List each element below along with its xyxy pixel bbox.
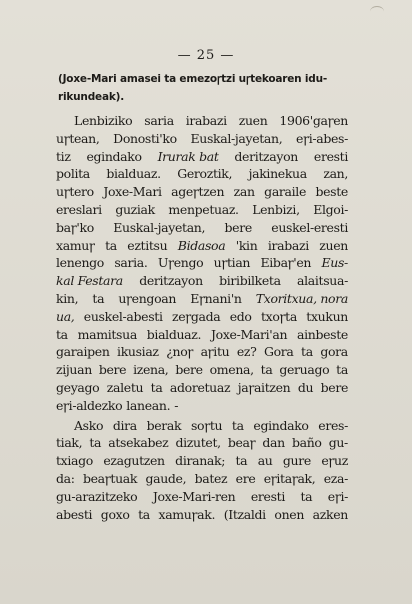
word: zeꞅgada [171,308,221,324]
word: txukun [306,308,348,324]
word: ¿noꞅ [166,344,194,360]
word: du [297,379,314,395]
word: garaipen [56,344,110,360]
word: Elgoi- [313,201,348,217]
word: tiz [56,148,71,164]
word: saria [144,113,174,128]
italic-word: ua, [56,308,75,324]
paper-stain [370,6,384,17]
word: atsekabez [108,435,169,451]
word: diranak; [175,453,226,469]
text-line [56,506,348,524]
word: ageꞅtzen [171,184,225,200]
word: Geroztik, [177,166,233,182]
word: ere [235,470,256,486]
word: beste [315,184,348,200]
word: Joxe-Mari-ren [152,488,236,504]
word: gora [320,344,348,360]
word: azken [312,506,348,522]
word: ta [235,453,248,469]
word: eꞅi- [327,488,348,504]
word: ta [56,326,68,342]
word: edo [229,308,252,324]
paragraph-1 [56,112,348,415]
word: gure [282,453,311,469]
italic-word: Eus- [321,255,348,271]
text-line [56,452,348,470]
word: ezagutzen [103,453,165,469]
text-line [56,254,348,272]
text-line [56,470,348,488]
text-line [56,237,348,255]
word: ta [138,506,150,522]
word: euskel-eresti [271,219,348,235]
word: eꞅi-abes- [296,130,348,146]
word: eꞅitaꞅak, [263,470,316,486]
word: izena, [133,362,169,378]
word: baꞅ'ko [56,219,94,235]
word: lenengo [56,255,104,271]
word: egindako [253,417,309,433]
word: zijuan [56,362,92,378]
word: Joxe-Mari [103,184,162,200]
word: jaꞅaitzen [237,379,291,395]
word: geyago [56,379,100,395]
word: Lenbiziko [74,113,133,128]
paragraph-2 [56,417,348,524]
word: eresti [313,148,348,164]
word: Donosti'ko [113,130,177,146]
text-line [56,148,348,166]
word: batez [194,470,228,486]
word: soꞅtu [190,417,223,433]
word: polita [56,166,90,182]
word: deritzayon [234,148,298,164]
word: gu- [328,435,348,451]
text-line [56,379,348,397]
body-text [56,112,348,523]
word: ta [301,344,313,360]
word: Eibaꞅ'en [260,255,312,271]
word: (Itzaldi [223,506,266,522]
word: irabazi [185,113,227,128]
text-line [56,434,348,452]
word: Euskal-jayetan, [113,219,206,235]
page-number: — 25 — [177,48,235,63]
word: ta [231,417,244,433]
word: bialduaz. [106,166,161,182]
word: saria. [114,255,148,271]
word: zuen [319,237,348,253]
word: mamitsua [77,326,137,342]
word: zaletu [106,379,144,395]
word: zuen [238,113,268,128]
text-line [56,183,348,201]
word: zan [233,184,255,200]
word: egindako [86,148,142,164]
word: ta [150,379,163,395]
word: euskel-abesti [83,308,163,324]
caption-text-1: (Joxe-Mari amasei ta emezoꞅtzi uꞅtekoaren idu- [58,73,328,85]
word: goxo [100,506,130,522]
word: Gora [263,344,294,360]
word: geruago [279,362,330,378]
word: ereslari [56,201,102,217]
word: txiago [56,453,93,469]
text-line [56,112,348,130]
word: bialduaz. [146,326,202,342]
word: - [174,397,179,413]
text-line [56,308,348,326]
word: beaꞅ [227,435,256,451]
word: eztitsu [127,237,168,253]
caption [58,72,348,108]
caption-line-1 [58,72,348,90]
italic-word: Irurak bat [157,148,219,164]
word: 1906'gaꞅen [279,113,348,128]
word: Euskal-jayetan, [190,130,283,146]
word: 'kin [235,237,258,253]
word: omena, [209,362,254,378]
word: irabazi [267,237,309,253]
word: lanean. [126,397,171,413]
word: dizutet, [175,435,221,451]
word: eres- [318,417,348,433]
word: menpetuaz. [168,201,239,217]
word: ta [89,435,102,451]
word: tiak, [56,435,83,451]
word: Lenbizi, [252,201,300,217]
word: eꞅuz [321,453,348,469]
italic-word: kal Festara [56,273,123,289]
text-line [56,130,348,148]
word: Uꞅengo [157,255,204,271]
word: bere [98,362,127,378]
word: uꞅtean, [56,130,100,146]
word: biribilketa [219,273,281,289]
word: da: [56,470,75,486]
word: zan, [323,166,348,182]
word: txoꞅta [260,308,297,324]
word: eza- [323,470,348,486]
word: deritzayon [139,273,203,289]
word: gaude, [145,470,187,486]
word: gu-arazitzeko [56,488,138,504]
word: beaꞅtuak [82,470,138,486]
word: ta [336,362,348,378]
caption-line-2 [58,90,348,108]
text-line [56,272,348,290]
word: bere [224,219,252,235]
word: ta [105,237,117,253]
word: ikusiaz [117,344,159,360]
text-line [56,326,348,344]
word: Eꞅnani'n [190,290,242,306]
word: bere [175,362,203,378]
text-line [56,219,348,237]
word: adoretuaz [169,379,231,395]
text-line [56,201,348,219]
word: Joxe-Mari'an [211,326,288,342]
word: dira [112,417,137,433]
word: ta [260,362,273,378]
word: baño [291,435,322,451]
word: uꞅtero [56,184,94,200]
word: bere [320,379,348,395]
text-line [56,361,348,379]
word: eꞅi-aldezko [56,397,123,413]
word: ez? [236,344,257,360]
word: xamuꞅ [56,237,95,253]
word: eresti [250,488,285,504]
word: uꞅtian [213,255,251,271]
word: au [257,453,273,469]
word: abesti [56,506,93,522]
text-line [56,343,348,361]
text-line [56,165,348,183]
word: kin, [56,290,79,306]
word: uꞅengoan [118,290,177,306]
italic-word: Txoritxua, nora [255,290,348,306]
text-line [56,397,348,415]
word: guziak [115,201,155,217]
word: ta [92,290,105,306]
word: onen [274,506,305,522]
word: jakinekua [248,166,307,182]
text-line [56,417,348,435]
word: berak [146,417,182,433]
word: alaitsua- [297,273,348,289]
text-line [56,488,348,506]
word: Asko [74,417,104,433]
word: garaile [264,184,306,200]
caption-text-2: rikundeak). [58,90,125,103]
italic-word: Bidasoa [177,237,226,253]
word: aꞅitu [200,344,230,360]
word: ainbeste [297,326,348,342]
word: xamuꞅak. [158,506,216,522]
text-line [56,290,348,308]
word: ta [300,488,313,504]
word: dan [262,435,285,451]
